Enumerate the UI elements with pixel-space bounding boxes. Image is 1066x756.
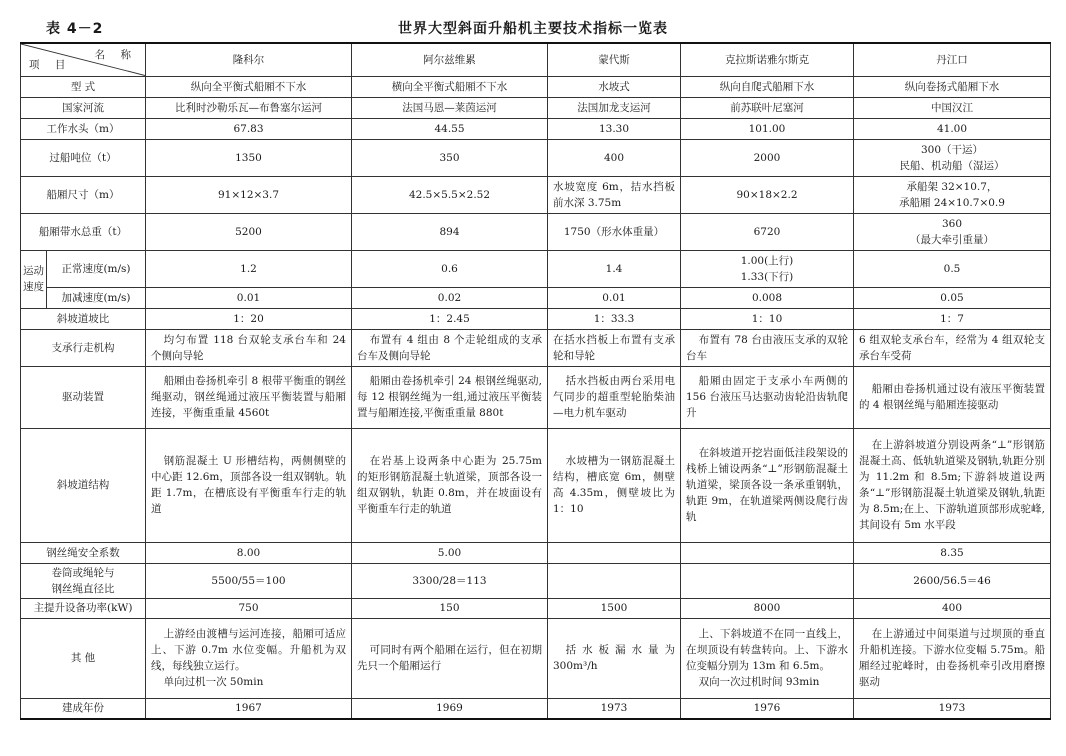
cell: 括水板漏水量为300m³/h (548, 618, 681, 698)
cell: 中国汉江 (854, 97, 1051, 118)
cell: 1：2.45 (352, 308, 548, 329)
cell-line: 1.33(下行) (740, 270, 794, 283)
cell: 1976 (681, 698, 854, 719)
row-label: 建成年份 (21, 698, 146, 719)
cell-line: 单向过机一次 50min (163, 676, 264, 688)
cell: 150 (352, 598, 548, 618)
cell-line: 1.00(上行) (740, 254, 794, 267)
cell: 6720 (681, 213, 854, 250)
row-label: 斜坡道坡比 (21, 308, 146, 329)
cell-line: 民船、机动船（湿运） (899, 159, 1005, 172)
cell: 水坡槽为一钢筋混凝土结构，槽底宽 6m，侧壁高 4.35m，侧壁坡比为 1：10 (548, 428, 681, 542)
cell: 1967 (146, 698, 352, 719)
row-label (21, 563, 146, 598)
row-label: 加减速度(m/s) (47, 287, 146, 308)
row-label: 驱动装置 (21, 366, 146, 428)
cell: 1969 (352, 698, 548, 719)
row-label: 支承行走机构 (21, 329, 146, 366)
cell: 纵向全平衡式船厢不下水 (146, 76, 352, 97)
cell: 8.00 (146, 542, 352, 563)
cell: 350 (352, 139, 548, 176)
table-row (21, 428, 1051, 542)
cell: 750 (146, 598, 352, 618)
column-header: 隆科尔 (146, 43, 352, 76)
cell: 0.02 (352, 287, 548, 308)
spec-table (20, 42, 1051, 720)
cell: 在岩基上设两条中心距为 25.75m 的矩形钢筋混凝土轨道梁，顶部各设一组双钢轨，轨距 0.8m，并在坡面设有平衡重车行走的轨道 (352, 428, 548, 542)
column-header: 阿尔兹维累 (352, 43, 548, 76)
cell: 1.4 (548, 250, 681, 287)
cell (854, 139, 1051, 176)
cell: 布置有 4 组由 8 个走轮组成的支承台车及侧向导轮 (352, 329, 548, 366)
row-label: 过船吨位（t） (21, 139, 146, 176)
row-label: 钢丝绳安全系数 (21, 542, 146, 563)
row-label: 主提升设备功率(kW) (21, 598, 146, 618)
row-label-line: 钢丝绳直径比 (51, 582, 115, 595)
cell-line: 双向一次过机时间 93min (698, 676, 820, 688)
row-label: 国家河流 (21, 97, 146, 118)
table-row (21, 118, 1051, 139)
cell: 1：7 (854, 308, 1051, 329)
cell: 纵向自爬式船厢下水 (681, 76, 854, 97)
cell: 水坡式 (548, 76, 681, 97)
cell: 在上游通过中间渠道与过坝顶的垂直升船机连接。下游水位变幅 5.75m。船厢经过驼峰时，由卷扬机牵引改用磨擦驱动 (854, 618, 1051, 698)
table-row (21, 618, 1051, 698)
row-label: 斜坡道结构 (21, 428, 146, 542)
cell-line: 承船厢 24×10.7×0.9 (899, 196, 1005, 209)
cell: 67.83 (146, 118, 352, 139)
cell: 0.05 (854, 287, 1051, 308)
row-label-line: 卷筒或绳轮与 (51, 566, 115, 579)
cell: 1.2 (146, 250, 352, 287)
cell: 1500 (548, 598, 681, 618)
diagonal-header-cell (21, 43, 146, 76)
cell: 布置有 78 台由液压支承的双轮台车 (681, 329, 854, 366)
cell: 船厢由卷扬机牵引 8 根带平衡重的钢丝绳驱动，钢丝绳通过液压平衡装置与船厢连接，平衡重重量 4560t (146, 366, 352, 428)
cell-line: 360 (941, 217, 963, 230)
cell: 括水挡板由两台采用电气同步的超重型轮胎柴油—电力机车驱动 (548, 366, 681, 428)
table-row (21, 97, 1051, 118)
cell: 101.00 (681, 118, 854, 139)
table-row (21, 213, 1051, 250)
cell: 8.35 (854, 542, 1051, 563)
cell-line: 上、下斜坡道不在同一直线上，在坝顶设有转盘转向。上、下游水位变幅分别为 13m 和 6.5m。 (686, 628, 848, 672)
cell-line: （最大牵引重量） (910, 233, 994, 246)
cell: 法国马恩—莱茵运河 (352, 97, 548, 118)
cell-line: 上游经由渡槽与运河连接，船厢可适应上、下游 0.7m 水位变幅。升船机为双线，每线独立运行。 (151, 628, 346, 672)
cell: 在斜坡道开挖岩面低洼段架设的栈桥上铺设两条“⊥”形钢筋混凝土轨道梁，梁顶各设一条承重钢轨，轨距 9m，在轨道梁两侧设爬行齿轨 (681, 428, 854, 542)
table-title: 世界大型斜面升船机主要技术指标一览表 (398, 21, 668, 37)
cell: 44.55 (352, 118, 548, 139)
table-row (21, 287, 1051, 308)
row-label: 工作水头（m） (21, 118, 146, 139)
cell: 0.6 (352, 250, 548, 287)
cell: 比利时沙勒乐瓦—布鲁塞尔运河 (146, 97, 352, 118)
cell: 1350 (146, 139, 352, 176)
cell: 在上游斜坡道分别设两条“⊥”形钢筋混凝土高、低轨轨道梁及钢轨,轨距分别为 11.2m 和 8.5m;下游斜坡道设两条“⊥”形钢筋混凝土轨道梁及钢轨,轨距为 8.5m;在上、下游轨道顶部形成驼峰,其间设有 5m 水平段 (854, 428, 1051, 542)
cell: 2600/56.5＝46 (854, 563, 1051, 598)
item-header-label: 项 目 (29, 58, 72, 71)
cell: 1：10 (681, 308, 854, 329)
column-header: 克拉斯诺雅尔斯克 (681, 43, 854, 76)
header-row (21, 43, 1051, 76)
cell: 船厢由固定于支承小车两侧的 156 台液压马达驱动齿轮沿齿轨爬升 (681, 366, 854, 428)
cell: 船厢由卷扬机牵引 24 根钢丝绳驱动,每 12 根钢丝绳为一组,通过液压平衡装置与船厢连接,平衡重重量 880t (352, 366, 548, 428)
table-row (21, 250, 1051, 287)
cell: 0.01 (146, 287, 352, 308)
cell (548, 563, 681, 598)
column-header: 蒙代斯 (548, 43, 681, 76)
table-row (21, 176, 1051, 213)
table-row (21, 308, 1051, 329)
cell: 400 (548, 139, 681, 176)
cell: 42.5×5.5×2.52 (352, 176, 548, 213)
cell-line: 300（干运） (920, 143, 984, 156)
table-row (21, 542, 1051, 563)
cell: 1：20 (146, 308, 352, 329)
cell (146, 618, 352, 698)
cell: 1973 (854, 698, 1051, 719)
cell: 90×18×2.2 (681, 176, 854, 213)
table-row (21, 139, 1051, 176)
cell: 纵向卷扬式船厢下水 (854, 76, 1051, 97)
cell: 船厢由卷扬机通过设有液压平衡装置的 4 根钢丝绳与船厢连接驱动 (854, 366, 1051, 428)
row-group-label: 运动速度 (21, 250, 47, 308)
table-row (21, 329, 1051, 366)
cell: 5.00 (352, 542, 548, 563)
cell: 1：33.3 (548, 308, 681, 329)
cell: 13.30 (548, 118, 681, 139)
cell: 400 (854, 598, 1051, 618)
row-label: 型 式 (21, 76, 146, 97)
cell: 0.5 (854, 250, 1051, 287)
table-row (21, 698, 1051, 719)
cell: 法国加龙支运河 (548, 97, 681, 118)
cell-line: 承船架 32×10.7， (906, 180, 998, 193)
cell: 均匀布置 118 台双轮支承台车和 24 个侧向导轮 (146, 329, 352, 366)
table-number: 表 4－2 (46, 21, 104, 37)
cell (854, 213, 1051, 250)
table-row (21, 563, 1051, 598)
cell: 894 (352, 213, 548, 250)
cell: 横向全平衡式船厢不下水 (352, 76, 548, 97)
cell: 1750（形水体重量） (548, 213, 681, 250)
cell (854, 176, 1051, 213)
cell: 1973 (548, 698, 681, 719)
cell: 5200 (146, 213, 352, 250)
cell: 0.01 (548, 287, 681, 308)
table-row (21, 366, 1051, 428)
cell (681, 563, 854, 598)
cell: 2000 (681, 139, 854, 176)
cell: 在括水挡板上布置有支承轮和导轮 (548, 329, 681, 366)
cell: 91×12×3.7 (146, 176, 352, 213)
row-label: 船厢带水总重（t） (21, 213, 146, 250)
row-label: 正常速度(m/s) (47, 250, 146, 287)
cell: 水坡宽度 6m，拮水挡板前水深 3.75m (548, 176, 681, 213)
cell (681, 542, 854, 563)
column-header: 丹江口 (854, 43, 1051, 76)
cell: 钢筋混凝土 U 形槽结构，两侧侧壁的中心距 12.6m，顶部各设一组双钢轨。轨距 1.7m，在槽底设有平衡重车行走的轨道 (146, 428, 352, 542)
cell: 5500/55＝100 (146, 563, 352, 598)
cell: 可同时有两个船厢在运行，但在初期先只一个船厢运行 (352, 618, 548, 698)
name-header-label: 名 称 (94, 49, 137, 61)
table-row (21, 76, 1051, 97)
row-label: 其 他 (21, 618, 146, 698)
cell: 8000 (681, 598, 854, 618)
document-header (0, 0, 1066, 40)
cell: 0.008 (681, 287, 854, 308)
cell: 6 组双轮支承台车，经常为 4 组双轮支承台车受荷 (854, 329, 1051, 366)
cell (548, 542, 681, 563)
cell: 41.00 (854, 118, 1051, 139)
cell: 3300/28＝113 (352, 563, 548, 598)
row-label: 船厢尺寸（m） (21, 176, 146, 213)
cell: 前苏联叶尼塞河 (681, 97, 854, 118)
cell (681, 250, 854, 287)
cell (681, 618, 854, 698)
table-row (21, 598, 1051, 618)
